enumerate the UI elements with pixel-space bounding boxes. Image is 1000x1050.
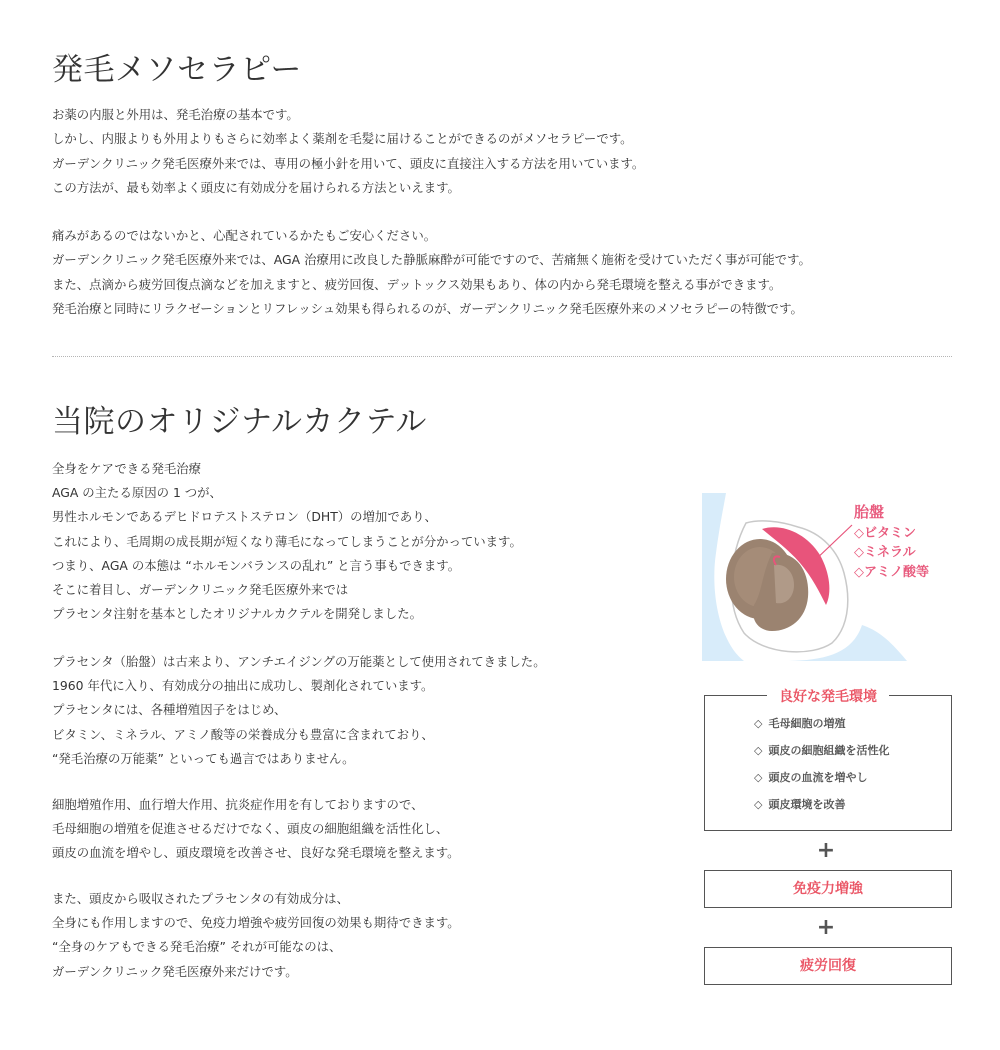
- intro-paragraph-1: [52, 103, 644, 200]
- text-line: 痛みがあるのではないかと、心配されているかたもご安心ください。: [52, 228, 437, 243]
- text-line: ガーデンクリニック発毛医療外来では、AGA 治療用に改良した静脈麻酔が可能ですので、苦痛無く施術を受けていただく事が可能です。: [52, 252, 811, 268]
- diamond-icon: ◇: [754, 771, 763, 784]
- text-line: そこに着目し、ガーデンクリニック発毛医療外来では: [52, 582, 349, 598]
- label-mineral: ◇ミネラル: [854, 545, 916, 560]
- benefit-list: [754, 716, 889, 824]
- benefit-item: ◇ 頭皮の細胞組織を活性化: [754, 744, 890, 757]
- section-title-mesotherapy: 発毛メソセラピー: [52, 52, 302, 88]
- text-line: 1960 年代に入り、有効成分の抽出に成功し、製剤化されています。: [52, 678, 434, 694]
- text-line: 全身をケアできる発毛治療: [52, 461, 202, 476]
- text-line: ビタミン、ミネラル、アミノ酸等の栄養成分も豊富に含まれており、: [52, 726, 434, 742]
- diamond-icon: ◇: [754, 744, 763, 757]
- text-line: また、頭皮から吸収されたプラセンタの有効成分は、: [52, 891, 349, 906]
- label-amino-acid: ◇アミノ酸等: [854, 565, 929, 580]
- text-line: “全身のケアもできる発毛治療” それが可能なのは、: [52, 939, 342, 955]
- text-line: 毛母細胞の増殖を促進させるだけでなく、頭皮の細胞組織を活性化し、: [52, 821, 449, 837]
- benefit-item: ◇ 頭皮の血流を増やし: [754, 771, 868, 784]
- section-title-original-cocktail: 当院のオリジナルカクテル: [52, 404, 427, 440]
- benefit-item: ◇ 毛母細胞の増殖: [754, 717, 846, 730]
- cocktail-paragraph-4: [52, 887, 460, 984]
- benefit-box-title: 良好な発毛環境: [767, 686, 889, 706]
- text-line: しかし、内服よりも外用よりもさらに効率よく薬剤を毛髪に届けることができるのがメソセラピーです。: [52, 131, 633, 147]
- text-line: 細胞増殖作用、血行増大作用、抗炎症作用を有しておりますので、: [52, 797, 424, 812]
- cocktail-paragraph-3: [52, 793, 460, 866]
- text-line: “発毛治療の万能薬” といっても過言ではありません。: [52, 750, 355, 766]
- fatigue-recovery-box: 疲労回復: [704, 947, 952, 985]
- section-divider: [52, 356, 952, 357]
- text-line: プラセンタ（胎盤）は古来より、アンチエイジングの万能薬として使用されてきました。: [52, 654, 546, 669]
- placenta-illustration: [702, 493, 952, 661]
- diamond-icon: ◇: [754, 717, 763, 730]
- text-line: お薬の内服と外用は、発毛治療の基本です。: [52, 107, 299, 122]
- plus-icon: +: [816, 838, 836, 863]
- text-line: プラセンタには、各種増殖因子をはじめ、: [52, 702, 287, 718]
- text-line: ガーデンクリニック発毛医療外来では、専用の極小針を用いて、頭皮に直接注入する方法を用いています。: [52, 155, 645, 171]
- text-line: 発毛治療と同時にリラクゼーションとリフレッシュ効果も得られるのが、ガーデンクリニック発毛医療外来のメソセラピーの特徴です。: [52, 300, 803, 316]
- text-line: これにより、毛周期の成長期が短くなり薄毛になってしまうことが分かっています。: [52, 533, 522, 549]
- text-line: 男性ホルモンであるデヒドロテストステロン（DHT）の増加であり、: [52, 509, 437, 525]
- good-hair-growth-environment-box: [704, 689, 952, 831]
- text-line: プラセンタ注射を基本としたオリジナルカクテルを開発しました。: [52, 606, 422, 622]
- text-line: AGA の主たる原因の 1 つが、: [52, 485, 222, 501]
- label-placenta: 胎盤: [854, 503, 885, 521]
- text-line: つまり、AGA の本態は “ホルモンバランスの乱れ” と言う事もできます。: [52, 557, 461, 573]
- text-line: 全身にも作用しますので、免疫力増強や疲労回復の効果も期待できます。: [52, 915, 460, 931]
- plus-icon: +: [816, 915, 836, 940]
- intro-paragraph-2: [52, 224, 811, 321]
- benefit-item: ◇ 頭皮環境を改善: [754, 798, 846, 811]
- cocktail-paragraph-1: [52, 457, 522, 626]
- text-line: この方法が、最も効率よく頭皮に有効成分を届けられる方法といえます。: [52, 179, 460, 195]
- label-vitamin: ◇ビタミン: [854, 526, 916, 541]
- text-line: ガーデンクリニック発毛医療外来だけです。: [52, 963, 298, 979]
- immunity-boost-box: 免疫力増強: [704, 870, 952, 908]
- cocktail-paragraph-2: [52, 650, 546, 771]
- text-line: また、点滴から疲労回復点滴などを加えますと、疲労回復、デットックス効果もあり、体の内から発毛環境を整える事ができます。: [52, 276, 782, 292]
- diamond-icon: ◇: [754, 798, 763, 811]
- text-line: 頭皮の血流を増やし、頭皮環境を改善させ、良好な発毛環境を整えます。: [52, 845, 460, 861]
